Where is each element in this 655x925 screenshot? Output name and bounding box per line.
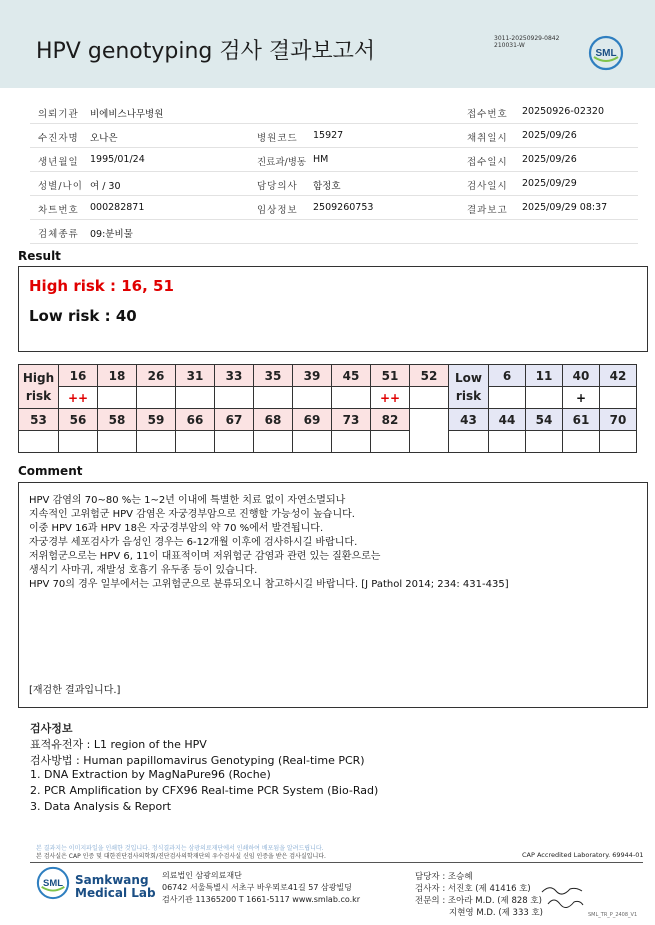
collect-date-label: 채취일시 [467, 133, 508, 144]
genotype-cell: 54 [526, 409, 563, 431]
genotype-cell: 69 [293, 409, 332, 431]
genotype-mark [98, 387, 137, 409]
footer-notice-print: 본 결과지는 이미지파일을 인쇄한 것입니다. 정식결과지는 삼광의료재단에서 인쇄하여 배포됨을 알려드립니다. [36, 845, 324, 852]
high-risk-result: High risk : 16, 51 [29, 277, 174, 295]
exam-info-line: 1. DNA Extraction by MagNaPure96 (Roche) [30, 768, 271, 781]
genotype-cell: 11 [526, 365, 563, 387]
hospital-code-value: 15927 [313, 130, 344, 141]
genotype-mark [215, 431, 254, 453]
info-row-hospital [30, 100, 638, 124]
genotype-cell: 73 [332, 409, 371, 431]
receipt-date-label: 접수일시 [467, 157, 508, 168]
genotype-mark: + [563, 387, 600, 409]
footer-notice-cap: 본 검사실은 CAP 인증 및 대한진단검사의학회/진단검사의학재단의 우수검사실 신임 인증을 받은 검사실입니다. [36, 853, 326, 860]
document-id-line-2: 210031-W [494, 42, 525, 49]
genotype-mark [59, 431, 98, 453]
genotype-cell: 26 [137, 365, 176, 387]
low-risk-label-line-1: Low [455, 370, 482, 385]
sex-age-label: 성별/나이 [38, 181, 83, 192]
genotype-mark [332, 431, 371, 453]
exam-info-line: 검사방법 : Human papillomavirus Genotyping (Real-time PCR) [30, 754, 365, 767]
genotype-mark [293, 387, 332, 409]
document-id [494, 35, 559, 49]
genotype-mark [489, 387, 526, 409]
genotype-mark [176, 387, 215, 409]
comment-line: HPV 감염의 70~80 %는 1~2년 이내에 특별한 치료 없이 자연소멸되나 [29, 495, 346, 506]
genotype-cell: 52 [410, 365, 449, 387]
doctor-label: 담당의사 [257, 181, 298, 192]
doctor-value: 함정호 [313, 181, 341, 192]
genotype-mark [371, 431, 410, 453]
genotype-cell: 66 [176, 409, 215, 431]
hospital-value: 비에비스나무병원 [90, 109, 164, 120]
receipt-date-value: 2025/09/26 [522, 154, 577, 165]
comment-line: HPV 70의 경우 일부에서는 고위험군으로 분류되오니 참고하시길 바랍니다. [J Pathol 2014; 234: 431-435] [29, 579, 509, 590]
low-risk-label [449, 365, 489, 409]
document-id-line-1: 3011-20250929-0842 [494, 35, 560, 42]
brand-name [75, 874, 156, 900]
genotype-cell: 61 [563, 409, 600, 431]
genotype-cell: 42 [600, 365, 637, 387]
genotype-mark [176, 431, 215, 453]
genotype-mark: ++ [371, 387, 410, 409]
genotype-cell: 45 [332, 365, 371, 387]
genotype-mark [137, 431, 176, 453]
hospital-code-label: 병원코드 [257, 133, 298, 144]
genotype-cell: 31 [176, 365, 215, 387]
result-section-title: Result [18, 249, 61, 263]
genotype-mark [449, 431, 489, 453]
report-header [0, 0, 655, 88]
dept-value: HM [313, 154, 329, 165]
genotype-cell: 59 [137, 409, 176, 431]
specimen-value: 09:분비물 [90, 229, 133, 240]
genotype-cell: 67 [215, 409, 254, 431]
comment-line: 저위험군으로는 HPV 6, 11이 대표적이며 저위험군 감염과 관련 있는 질환으로는 [29, 551, 381, 562]
genotype-mark [489, 431, 526, 453]
genotype-mark [526, 387, 563, 409]
info-row-specimen [30, 220, 638, 244]
genotype-mark [526, 431, 563, 453]
comment-section-title: Comment [18, 464, 83, 478]
genotype-cell: 35 [254, 365, 293, 387]
genotype-cell: 53 [19, 409, 59, 431]
genotype-cell: 6 [489, 365, 526, 387]
brand-name-line-1: Samkwang [75, 873, 149, 887]
clinical-label: 임상정보 [257, 205, 298, 216]
genotype-mark [293, 431, 332, 453]
genotype-cell: 39 [293, 365, 332, 387]
signer-specialist-2: 지현영 M.D. (제 333 호) [449, 908, 544, 918]
report-title: HPV genotyping 검사 결과보고서 [36, 39, 376, 64]
form-code: SML_TR_P_2408_V1 [588, 912, 638, 918]
report-date-value: 2025/09/29 08:37 [522, 202, 608, 213]
comment-line: 생식기 사마귀, 재발성 호흡기 유두종 등이 있습니다. [29, 565, 258, 576]
exam-info-line: 3. Data Analysis & Report [30, 800, 172, 813]
birth-label: 생년월일 [38, 157, 79, 168]
exam-date-value: 2025/09/29 [522, 178, 577, 189]
info-row-sex [30, 172, 638, 196]
empty-cell [410, 409, 449, 453]
comment-box [18, 482, 648, 708]
comment-note: [재검한 결과입니다.] [29, 685, 121, 696]
genotype-mark [332, 387, 371, 409]
comment-line: 이중 HPV 16과 HPV 18은 자궁경부암의 약 70 %에서 발견됩니다. [29, 523, 324, 534]
high-risk-label [19, 365, 59, 409]
genotype-cell: 51 [371, 365, 410, 387]
info-row-chart [30, 196, 638, 220]
genotype-cell: 16 [59, 365, 98, 387]
genotype-mark [215, 387, 254, 409]
signer-staff: 담당자 : 조승혜 [415, 872, 473, 882]
genotype-cell: 68 [254, 409, 293, 431]
sml-logo-text: SML [595, 48, 617, 59]
samkwang-logo-icon [36, 866, 70, 900]
comment-line: 지속적인 고위험군 HPV 감염은 자궁경부암으로 진행할 가능성이 높습니다. [29, 509, 355, 520]
genotype-cell: 82 [371, 409, 410, 431]
high-risk-label-line-2: risk [25, 388, 52, 403]
footer-divider [30, 862, 643, 863]
org-name: 의료법인 삼광의료재단 [162, 871, 242, 880]
cap-accreditation: CAP Accredited Laboratory. 69944-01 [522, 851, 644, 859]
genotype-cell: 58 [98, 409, 137, 431]
name-value: 오나은 [90, 133, 118, 144]
high-risk-label-line-1: High [22, 370, 55, 385]
hospital-label: 의뢰기관 [38, 109, 79, 120]
comment-line: 자궁경부 세포검사가 음성인 경우는 6-12개월 이후에 검사하시길 바랍니다. [29, 537, 358, 548]
genotype-cell: 40 [563, 365, 600, 387]
genotype-mark [600, 387, 637, 409]
name-label: 수진자명 [38, 133, 79, 144]
samkwang-logo-text: SML [43, 877, 63, 889]
specimen-label: 검체종류 [38, 229, 79, 240]
receipt-no-label: 접수번호 [467, 109, 508, 120]
receipt-no-value: 20250926-02320 [522, 106, 605, 117]
genotype-mark [254, 431, 293, 453]
birth-value: 1995/01/24 [90, 154, 145, 165]
genotype-mark [137, 387, 176, 409]
info-row-name [30, 124, 638, 148]
genotype-cell: 43 [449, 409, 489, 431]
genotype-cell: 33 [215, 365, 254, 387]
brand-name-line-2: Medical Lab [75, 886, 156, 900]
sml-logo-icon [588, 35, 624, 71]
genotype-mark [410, 387, 449, 409]
signature-image [540, 882, 585, 912]
chart-label: 차트번호 [38, 205, 79, 216]
org-contact: 검사기관 11365200 T 1661-5117 www.smlab.co.kr [162, 895, 361, 904]
low-risk-result: Low risk : 40 [29, 307, 137, 325]
genotype-mark [19, 431, 59, 453]
signer-specialist-1: 전문의 : 조아라 M.D. (제 828 호) [415, 896, 542, 906]
chart-value: 000282871 [90, 202, 145, 213]
genotype-mark: ++ [59, 387, 98, 409]
genotype-table [18, 364, 637, 453]
info-row-birth [30, 148, 638, 172]
exam-date-label: 검사일시 [467, 181, 508, 192]
genotype-mark [600, 431, 637, 453]
result-box [18, 266, 648, 352]
genotype-mark [98, 431, 137, 453]
report-date-label: 결과보고 [467, 205, 508, 216]
collect-date-value: 2025/09/26 [522, 130, 577, 141]
genotype-mark [563, 431, 600, 453]
genotype-cell: 18 [98, 365, 137, 387]
exam-info-line: 표적유전자 : L1 region of the HPV [30, 738, 207, 751]
exam-info-line: 2. PCR Amplification by CFX96 Real-time PCR System (Bio-Rad) [30, 784, 379, 797]
exam-info-title: 검사정보 [30, 722, 73, 735]
genotype-cell: 44 [489, 409, 526, 431]
sex-age-value: 여 / 30 [90, 181, 121, 192]
genotype-mark [254, 387, 293, 409]
signer-tester: 검사자 : 서진호 (제 41416 호) [415, 884, 531, 894]
org-address: 06742 서울특별시 서초구 바우뫼로41길 57 삼광빌딩 [162, 883, 352, 892]
clinical-value: 2509260753 [313, 202, 374, 213]
dept-label: 진료과/병동 [257, 157, 307, 168]
genotype-cell: 56 [59, 409, 98, 431]
genotype-cell: 70 [600, 409, 637, 431]
low-risk-label-line-2: risk [455, 388, 482, 403]
